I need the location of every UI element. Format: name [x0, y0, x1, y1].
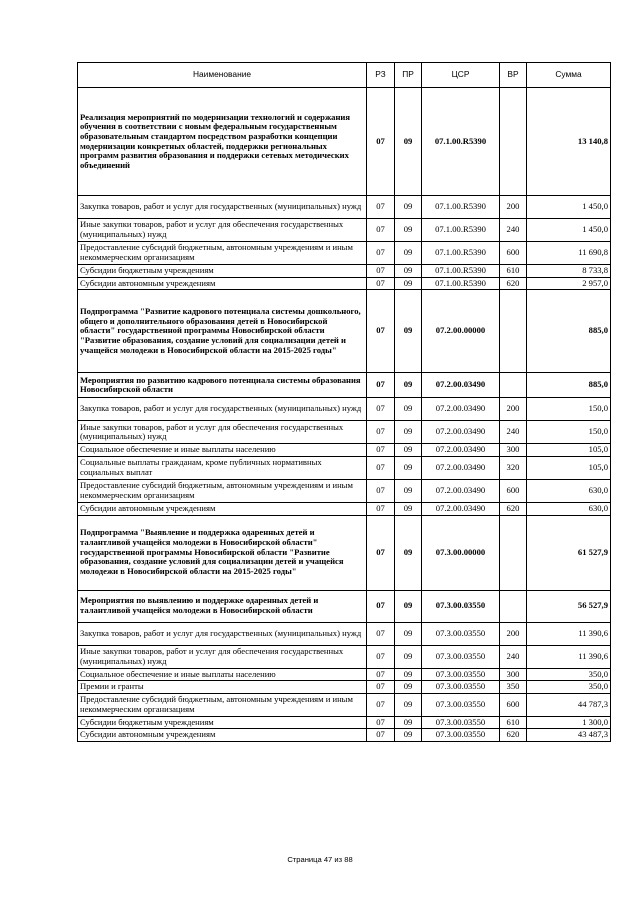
table-row [78, 729, 611, 742]
row-vr-cell: 620 [500, 502, 527, 515]
row-sum-cell: 1 300,0 [527, 716, 611, 729]
row-rz-cell: 07 [367, 729, 395, 742]
row-csr-cell: 07.1.00.R5390 [422, 88, 500, 196]
row-name-cell: Социальное обеспечение и иные выплаты населению [78, 444, 367, 457]
row-sum-cell: 13 140,8 [527, 88, 611, 196]
row-csr-cell: 07.2.00.03490 [422, 373, 500, 398]
row-pr-cell: 09 [395, 290, 422, 373]
row-sum-cell: 44 787,3 [527, 693, 611, 716]
row-rz-cell: 07 [367, 444, 395, 457]
row-vr-cell: 600 [500, 479, 527, 502]
row-csr-cell: 07.3.00.03550 [422, 668, 500, 681]
row-rz-cell: 07 [367, 456, 395, 479]
table-row [78, 590, 611, 622]
row-name-cell: Субсидии бюджетным учреждениям [78, 265, 367, 278]
row-csr-cell: 07.2.00.00000 [422, 290, 500, 373]
row-sum-cell: 885,0 [527, 290, 611, 373]
row-csr-cell: 07.3.00.03550 [422, 681, 500, 694]
row-pr-cell: 09 [395, 398, 422, 421]
row-name-cell: Реализация мероприятий по модернизации технологий и содержания обучения в соответствии с новым федеральным государственным образовательным стандартом посредством разработки концепции модернизации конкретных областей, поддержки региональных программ развития образования и поддержки сетевых методических объединений [78, 88, 367, 196]
table-row [78, 373, 611, 398]
row-csr-cell: 07.2.00.03490 [422, 479, 500, 502]
row-sum-cell: 350,0 [527, 681, 611, 694]
row-sum-cell: 8 733,8 [527, 265, 611, 278]
table-row [78, 622, 611, 645]
row-pr-cell: 09 [395, 479, 422, 502]
row-vr-cell: 320 [500, 456, 527, 479]
row-name-cell: Предоставление субсидий бюджетным, автономным учреждениям и иным некоммерческим организациям [78, 242, 367, 265]
row-sum-cell: 885,0 [527, 373, 611, 398]
row-vr-cell: 200 [500, 398, 527, 421]
table-row [78, 242, 611, 265]
row-sum-cell: 1 450,0 [527, 196, 611, 219]
row-name-cell: Иные закупки товаров, работ и услуг для обеспечения государственных (муниципальных) нужд [78, 421, 367, 444]
row-rz-cell: 07 [367, 590, 395, 622]
row-name-cell: Иные закупки товаров, работ и услуг для обеспечения государственных (муниципальных) нужд [78, 645, 367, 668]
row-sum-cell: 1 450,0 [527, 219, 611, 242]
row-name-cell: Закупка товаров, работ и услуг для государственных (муниципальных) нужд [78, 196, 367, 219]
row-rz-cell: 07 [367, 373, 395, 398]
row-rz-cell: 07 [367, 479, 395, 502]
row-sum-cell: 630,0 [527, 479, 611, 502]
row-csr-cell: 07.3.00.03550 [422, 645, 500, 668]
row-name-cell: Субсидии автономным учреждениям [78, 729, 367, 742]
row-vr-cell: 620 [500, 277, 527, 290]
row-pr-cell: 09 [395, 668, 422, 681]
row-vr-cell [500, 515, 527, 590]
row-csr-cell: 07.1.00.R5390 [422, 242, 500, 265]
table-row [78, 456, 611, 479]
row-rz-cell: 07 [367, 265, 395, 278]
table-row [78, 196, 611, 219]
row-pr-cell: 09 [395, 729, 422, 742]
row-vr-cell [500, 290, 527, 373]
table-row [78, 444, 611, 457]
header-sum: Сумма [527, 63, 611, 88]
row-rz-cell: 07 [367, 668, 395, 681]
row-sum-cell: 11 390,6 [527, 645, 611, 668]
table-row [78, 681, 611, 694]
row-name-cell: Субсидии автономным учреждениям [78, 277, 367, 290]
row-sum-cell: 150,0 [527, 398, 611, 421]
row-csr-cell: 07.1.00.R5390 [422, 196, 500, 219]
row-vr-cell: 240 [500, 421, 527, 444]
row-csr-cell: 07.1.00.R5390 [422, 265, 500, 278]
row-csr-cell: 07.2.00.03490 [422, 444, 500, 457]
row-sum-cell: 43 487,3 [527, 729, 611, 742]
row-csr-cell: 07.2.00.03490 [422, 421, 500, 444]
row-csr-cell: 07.3.00.03550 [422, 729, 500, 742]
row-sum-cell: 56 527,9 [527, 590, 611, 622]
header-pr: ПР [395, 63, 422, 88]
table-row [78, 645, 611, 668]
row-sum-cell: 2 957,0 [527, 277, 611, 290]
row-csr-cell: 07.2.00.03490 [422, 502, 500, 515]
table-row [78, 668, 611, 681]
row-pr-cell: 09 [395, 219, 422, 242]
row-sum-cell: 350,0 [527, 668, 611, 681]
table-row [78, 515, 611, 590]
row-rz-cell: 07 [367, 645, 395, 668]
row-vr-cell [500, 88, 527, 196]
row-pr-cell: 09 [395, 277, 422, 290]
row-rz-cell: 07 [367, 242, 395, 265]
table-row [78, 693, 611, 716]
row-name-cell: Социальное обеспечение и иные выплаты населению [78, 668, 367, 681]
row-sum-cell: 61 527,9 [527, 515, 611, 590]
row-name-cell: Закупка товаров, работ и услуг для государственных (муниципальных) нужд [78, 622, 367, 645]
table-row [78, 265, 611, 278]
header-csr: ЦСР [422, 63, 500, 88]
row-rz-cell: 07 [367, 196, 395, 219]
row-vr-cell: 610 [500, 716, 527, 729]
row-vr-cell: 200 [500, 196, 527, 219]
row-rz-cell: 07 [367, 622, 395, 645]
table-row [78, 88, 611, 196]
row-name-cell: Подпрограмма "Развитие кадрового потенциала системы дошкольного, общего и дополнительного образования детей в Новосибирской области" государственной программы Новосибирской области "Развитие образования, создание условий для социализации детей и учащейся молодежи в Новосибирской области на 2015-2025 годы" [78, 290, 367, 373]
row-rz-cell: 07 [367, 421, 395, 444]
row-vr-cell: 610 [500, 265, 527, 278]
row-name-cell: Субсидии автономным учреждениям [78, 502, 367, 515]
row-rz-cell: 07 [367, 398, 395, 421]
row-sum-cell: 630,0 [527, 502, 611, 515]
row-rz-cell: 07 [367, 693, 395, 716]
row-pr-cell: 09 [395, 622, 422, 645]
row-rz-cell: 07 [367, 290, 395, 373]
row-name-cell: Предоставление субсидий бюджетным, автономным учреждениям и иным некоммерческим организациям [78, 693, 367, 716]
row-csr-cell: 07.3.00.03550 [422, 590, 500, 622]
table-row [78, 421, 611, 444]
row-name-cell: Субсидии бюджетным учреждениям [78, 716, 367, 729]
row-name-cell: Социальные выплаты гражданам, кроме публичных нормативных социальных выплат [78, 456, 367, 479]
table-row [78, 502, 611, 515]
row-sum-cell: 11 690,8 [527, 242, 611, 265]
row-csr-cell: 07.3.00.03550 [422, 716, 500, 729]
row-pr-cell: 09 [395, 590, 422, 622]
table-row [78, 716, 611, 729]
row-csr-cell: 07.3.00.03550 [422, 693, 500, 716]
row-pr-cell: 09 [395, 444, 422, 457]
row-pr-cell: 09 [395, 681, 422, 694]
row-pr-cell: 09 [395, 373, 422, 398]
header-rz: РЗ [367, 63, 395, 88]
table-row [78, 398, 611, 421]
row-rz-cell: 07 [367, 219, 395, 242]
row-vr-cell: 240 [500, 219, 527, 242]
row-pr-cell: 09 [395, 456, 422, 479]
row-vr-cell: 240 [500, 645, 527, 668]
row-vr-cell: 600 [500, 693, 527, 716]
row-pr-cell: 09 [395, 421, 422, 444]
row-pr-cell: 09 [395, 88, 422, 196]
row-name-cell: Премии и гранты [78, 681, 367, 694]
row-vr-cell: 300 [500, 668, 527, 681]
row-csr-cell: 07.2.00.03490 [422, 398, 500, 421]
row-rz-cell: 07 [367, 681, 395, 694]
row-rz-cell: 07 [367, 515, 395, 590]
row-vr-cell: 300 [500, 444, 527, 457]
row-pr-cell: 09 [395, 716, 422, 729]
row-pr-cell: 09 [395, 242, 422, 265]
row-pr-cell: 09 [395, 693, 422, 716]
row-vr-cell: 200 [500, 622, 527, 645]
row-sum-cell: 105,0 [527, 456, 611, 479]
row-name-cell: Закупка товаров, работ и услуг для государственных (муниципальных) нужд [78, 398, 367, 421]
row-pr-cell: 09 [395, 515, 422, 590]
row-vr-cell: 600 [500, 242, 527, 265]
header-vr: ВР [500, 63, 527, 88]
row-vr-cell: 350 [500, 681, 527, 694]
table-row [78, 219, 611, 242]
row-csr-cell: 07.2.00.03490 [422, 456, 500, 479]
row-pr-cell: 09 [395, 196, 422, 219]
row-pr-cell: 09 [395, 645, 422, 668]
budget-table [77, 62, 611, 742]
row-sum-cell: 11 390,6 [527, 622, 611, 645]
table-row [78, 479, 611, 502]
row-name-cell: Предоставление субсидий бюджетным, автономным учреждениям и иным некоммерческим организациям [78, 479, 367, 502]
row-rz-cell: 07 [367, 277, 395, 290]
table-body [78, 88, 611, 742]
row-sum-cell: 150,0 [527, 421, 611, 444]
row-name-cell: Подпрограмма "Выявление и поддержка одаренных детей и талантливой учащейся молодежи в Новосибирской области" государственной программы Новосибирской области "Развитие образования, создание условий для социализации детей и учащейся молодежи в Новосибирской области на 2015-2025 годы" [78, 515, 367, 590]
row-name-cell: Мероприятия по выявлению и поддержке одаренных детей и талантливой учащейся молодежи в Новосибирской области [78, 590, 367, 622]
row-rz-cell: 07 [367, 502, 395, 515]
row-csr-cell: 07.3.00.00000 [422, 515, 500, 590]
row-vr-cell [500, 590, 527, 622]
row-name-cell: Иные закупки товаров, работ и услуг для обеспечения государственных (муниципальных) нужд [78, 219, 367, 242]
table-row [78, 277, 611, 290]
row-csr-cell: 07.3.00.03550 [422, 622, 500, 645]
row-csr-cell: 07.1.00.R5390 [422, 277, 500, 290]
row-csr-cell: 07.1.00.R5390 [422, 219, 500, 242]
row-name-cell: Мероприятия по развитию кадрового потенциала системы образования Новосибирской области [78, 373, 367, 398]
row-vr-cell [500, 373, 527, 398]
table-header-row [78, 63, 611, 88]
row-pr-cell: 09 [395, 502, 422, 515]
header-name: Наименование [78, 63, 367, 88]
page-number: Страница 47 из 88 [287, 855, 353, 864]
table-row [78, 290, 611, 373]
row-vr-cell: 620 [500, 729, 527, 742]
row-pr-cell: 09 [395, 265, 422, 278]
row-rz-cell: 07 [367, 88, 395, 196]
row-rz-cell: 07 [367, 716, 395, 729]
row-sum-cell: 105,0 [527, 444, 611, 457]
